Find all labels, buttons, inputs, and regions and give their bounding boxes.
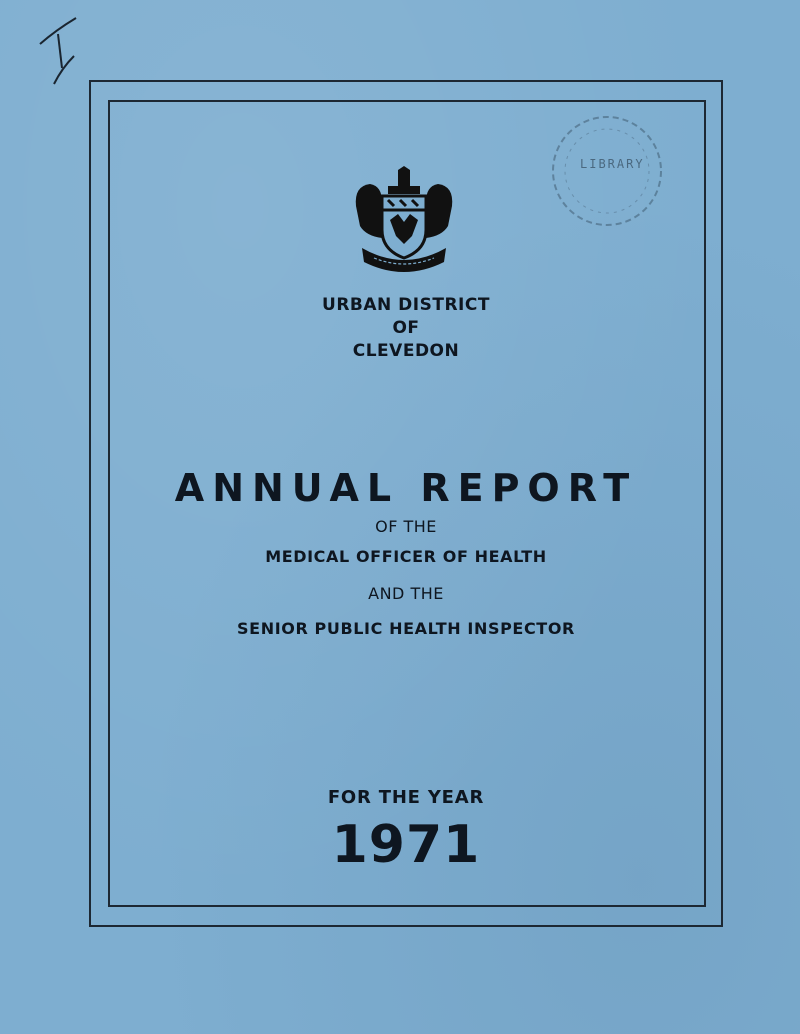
of-the-text: OF THE <box>375 517 437 536</box>
and-the-text: AND THE <box>368 584 444 603</box>
district-line-3: CLEVEDON <box>352 341 460 361</box>
district-line-2: OF <box>392 318 420 338</box>
district-heading <box>89 294 723 363</box>
for-the-year-text: FOR THE YEAR <box>327 787 485 808</box>
district-line-1: URBAN DISTRICT <box>322 295 490 315</box>
inspector-text: SENIOR PUBLIC HEALTH INSPECTOR <box>237 619 575 638</box>
report-year: 1971 <box>331 815 481 875</box>
library-stamp <box>546 110 668 232</box>
handwritten-mark <box>36 10 86 90</box>
stamp-label: LIBRARY <box>580 157 645 171</box>
report-title: ANNUAL REPORT <box>174 466 638 510</box>
coat-of-arms <box>352 166 456 278</box>
medical-officer-text: MEDICAL OFFICER OF HEALTH <box>265 547 547 566</box>
